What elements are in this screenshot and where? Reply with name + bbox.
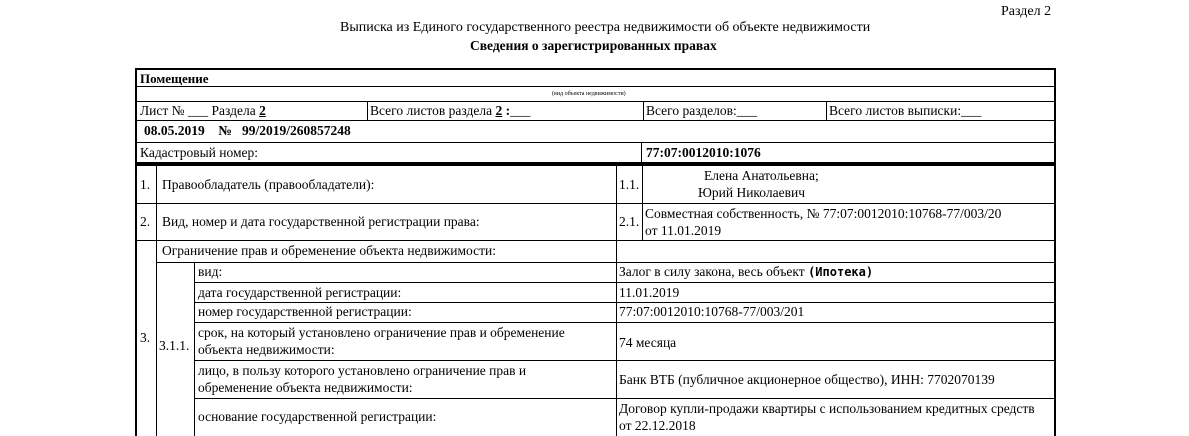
registration-number-value: 77:07:0012010:10768-77/003/201 <box>619 304 805 319</box>
row-2-subnumber: 2.1. <box>619 214 640 229</box>
rule <box>137 203 1054 204</box>
row-3-subnumber: 3.1.1. <box>159 338 190 353</box>
row-1-label: Правообладатель (правообладатели): <box>162 177 375 192</box>
row-1-value-line1: Елена Анатольевна; <box>704 168 819 183</box>
record-date-number: 08.05.2019 № 99/2019/260857248 <box>144 123 351 138</box>
registration-date-value: 11.01.2019 <box>619 285 680 300</box>
document-title: Выписка из Единого государственного реестра недвижимости об объекте недвижимости <box>340 20 871 35</box>
total-sections: Всего разделов:___ <box>646 103 758 118</box>
registration-basis-value-line1: Договор купли-продажи квартиры с использованием кредитных средств <box>619 401 1035 416</box>
rule <box>616 241 617 436</box>
row-2-value-line2: от 11.01.2019 <box>645 223 722 238</box>
beneficiary-label-line1: лицо, в пользу которого установлено ограничение прав и <box>198 363 527 378</box>
registration-basis-label: основание государственной регистрации: <box>198 409 437 424</box>
rule <box>195 360 1054 361</box>
rule <box>137 240 1054 241</box>
term-label-line2: объекта недвижимости: <box>198 342 335 357</box>
encumbrance-type-label: вид: <box>198 264 223 279</box>
total-sheets-extract: Всего листов выписки:___ <box>829 103 982 118</box>
rule <box>137 142 1054 143</box>
row-1-subnumber: 1.1. <box>619 177 640 192</box>
rule <box>367 101 368 120</box>
rule <box>195 302 1054 303</box>
row-1-number: 1. <box>140 177 151 192</box>
sheet-info: Лист № ___ Раздела 2 <box>140 103 266 118</box>
cadastral-number: 77:07:0012010:1076 <box>646 145 761 160</box>
rule <box>156 166 157 436</box>
registration-number-label: номер государственной регистрации: <box>198 304 412 319</box>
registration-basis-value-line2: от 22.12.2018 <box>619 418 696 433</box>
registration-date-label: дата государственной регистрации: <box>198 285 402 300</box>
total-sheets-section: Всего листов раздела 2 :___ <box>370 103 531 118</box>
section-number-label: Раздел 2 <box>1001 4 1052 19</box>
rule <box>137 86 1054 87</box>
row-3-label: Ограничение прав и обременение объекта недвижимости: <box>162 243 496 258</box>
row-2-number: 2. <box>140 214 151 229</box>
beneficiary-label-line2: обременение объекта недвижимости: <box>198 380 413 395</box>
row-2-label: Вид, номер и дата государственной регистрации права: <box>162 214 480 229</box>
term-value: 74 месяца <box>619 335 677 350</box>
document-subtitle: Сведения о зарегистрированных правах <box>470 38 717 53</box>
row-3-number: 3. <box>140 330 151 345</box>
object-type-value: Помещение <box>140 71 209 86</box>
rule <box>826 101 827 120</box>
cadastral-label: Кадастровый номер: <box>140 145 259 160</box>
rule <box>195 322 1054 323</box>
rule <box>157 262 1054 263</box>
rule <box>643 101 644 120</box>
rule <box>194 262 195 436</box>
encumbrance-type-value: Залог в силу закона, весь объект (Ипотека) <box>619 264 874 279</box>
rule <box>137 120 1054 121</box>
beneficiary-value: Банк ВТБ (публичное акционерное общество), ИНН: 7702070139 <box>619 372 995 387</box>
term-label-line1: срок, на который установлено ограничение прав и обременение <box>198 325 565 340</box>
rule <box>195 398 1054 399</box>
row-2-value-line1: Совместная собственность, № 77:07:0012010:10768-77/003/20 <box>645 206 1002 221</box>
rule <box>195 282 1054 283</box>
object-type-caption: (вид объекта недвижимости) <box>552 91 626 97</box>
rule <box>137 101 1054 102</box>
rule <box>641 142 642 164</box>
row-1-value-line2: Юрий Николаевич <box>698 185 805 200</box>
